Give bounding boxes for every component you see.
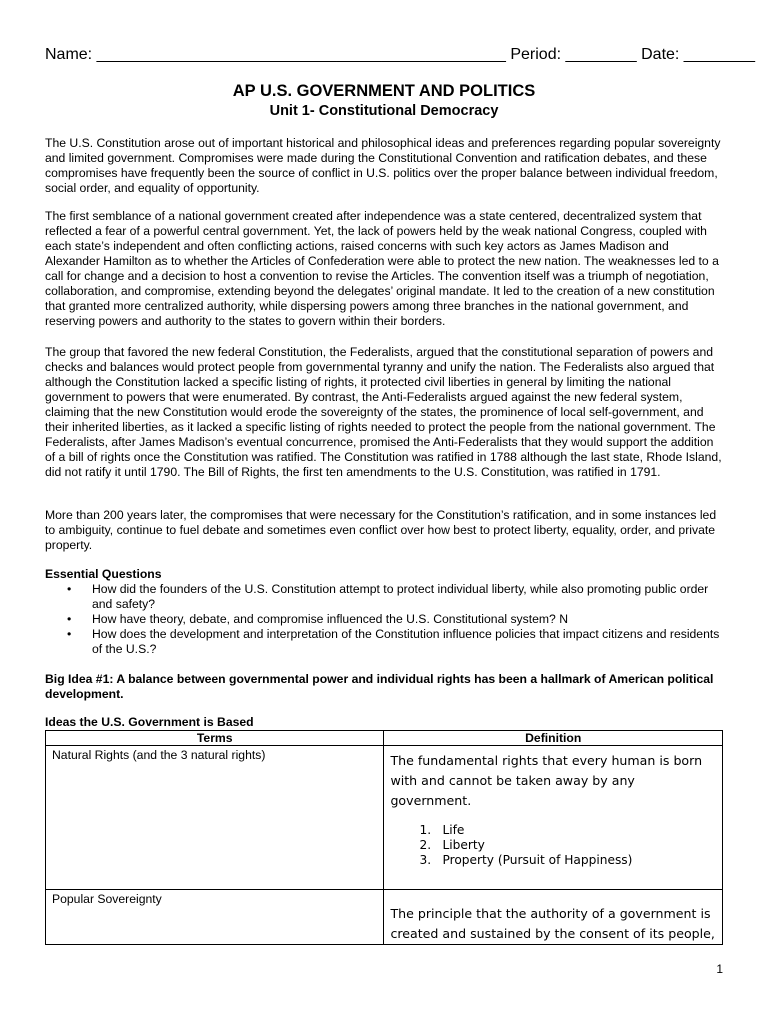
big-idea-statement: Big Idea #1: A balance between governmental power and individual rights has been a hallmark of American political development. [45, 672, 714, 701]
ideas-table-heading: Ideas the U.S. Government is Based [45, 715, 254, 729]
definition-natural-rights [384, 746, 722, 868]
definition-cell [384, 890, 723, 945]
question-text: How did the founders of the U.S. Constitution attempt to protect individual liberty, while also promoting public order and safety? [92, 582, 709, 611]
intro-paragraph: The U.S. Constitution arose out of important historical and philosophical ideas and preferences regarding popular sovereignty and limited government. Compromises were made during the Constitutional Convention and ratification debates, and these compromises have frequently been the source of conflict in U.S. politics over the proper balance between individual freedom, social order, and equality of opportunity. [45, 136, 721, 195]
document-subtitle: Unit 1- Constitutional Democracy [269, 103, 499, 119]
terms-column-header: Terms [46, 731, 384, 746]
natural-rights-list [390, 823, 716, 868]
list-item [45, 582, 725, 612]
list-number: 1. [419, 823, 432, 837]
list-item [45, 612, 725, 627]
bullet-icon: • [67, 612, 72, 626]
bullet-icon: • [67, 627, 72, 641]
table-header-row [46, 731, 723, 746]
bullet-icon: • [67, 582, 72, 596]
term-popular-sovereignty: Popular Sovereignty [52, 892, 162, 906]
table-row [46, 746, 723, 890]
definition-popular-sovereignty: The principle that the authority of a government is created and sustained by the consent of its people, [390, 906, 715, 941]
student-info-line: Name: ______________________________________________ Period: ________ Date: ________ [45, 46, 755, 63]
modern-debate-paragraph: More than 200 years later, the compromises that were necessary for the Constitution’s ratification, and in some instances led to ambiguity, continue to fuel debate and sometimes even conflict over how best to protect liberty, equality, order, and private property. [45, 508, 717, 552]
federalists-paragraph: The group that favored the new federal Constitution, the Federalists, argued that the constitutional separation of powers and checks and balances would protect people from governmental tyranny and unify the nation. The Federalists also argued that although the Constitution lacked a specific listing of rights, it protected civil liberties in general by limiting the national government to powers that were enumerated. By contrast, the Anti-Federalists argued against the new federal system, claiming that the new Constitution would erode the sovereignty of the states, the prominence of local self-government, and their inherited liberties, as it lacked a specific listing of rights needed to protect the people from the national government. The Federalists, after James Madison’s eventual concurrence, promised the Anti-Federalists that they would support the addition of a bill of rights once the Constitution was ratified. The Constitution was ratified in 1788 although the last state, Rhode Island, did not ratify it until 1790. The Bill of Rights, the first ten amendments to the U.S. Constitution, was ratified in 1791. [45, 345, 722, 479]
definition-text: The fundamental rights that every human is born with and cannot be taken away by any government. [390, 753, 703, 808]
list-item [390, 838, 716, 853]
articles-paragraph: The first semblance of a national government created after independence was a state centered, decentralized system that reflected a fear of a powerful central government. Yet, the lack of powers held by the weak national Congress, coupled with each state’s independent and often conflicting actions, raised concerns with such key actors as James Madison and Alexander Hamilton as to whether the Articles of Confederation were able to protect the new nation. The weaknesses led to a call for change and a decision to host a convention to revise the Articles. The convention itself was a triumph of negotiation, collaboration, and compromise, extending beyond the delegates’ original mandate. It led to the creation of a new constitution that granted more centralized authority, while dispersing powers among three branches in the national government, and reserving powers and authority to the states to govern within their borders. [45, 209, 719, 328]
definition-cell [384, 746, 723, 890]
essential-questions-heading: Essential Questions [45, 567, 162, 581]
list-number: 3. [419, 853, 432, 867]
definition-column-header: Definition [384, 731, 723, 746]
question-text: How have theory, debate, and compromise influenced the U.S. Constitutional system? N [92, 612, 569, 626]
terms-table [45, 730, 723, 945]
list-number: 2. [419, 838, 432, 852]
question-text: How does the development and interpretation of the Constitution influence policies that impact citizens and residents of the U.S.? [92, 627, 720, 656]
right-property: Property (Pursuit of Happiness) [442, 853, 633, 867]
term-natural-rights: Natural Rights (and the 3 natural rights) [52, 748, 266, 762]
document-title: AP U.S. GOVERNMENT AND POLITICS [232, 82, 536, 100]
page-number: 1 [716, 962, 723, 976]
term-cell [46, 746, 384, 890]
right-life: Life [442, 823, 465, 837]
table-row [46, 890, 723, 945]
essential-questions-list [45, 582, 725, 657]
list-item [390, 823, 716, 838]
list-item [390, 853, 716, 868]
right-liberty: Liberty [442, 838, 485, 852]
term-cell [46, 890, 384, 945]
list-item [45, 627, 725, 657]
